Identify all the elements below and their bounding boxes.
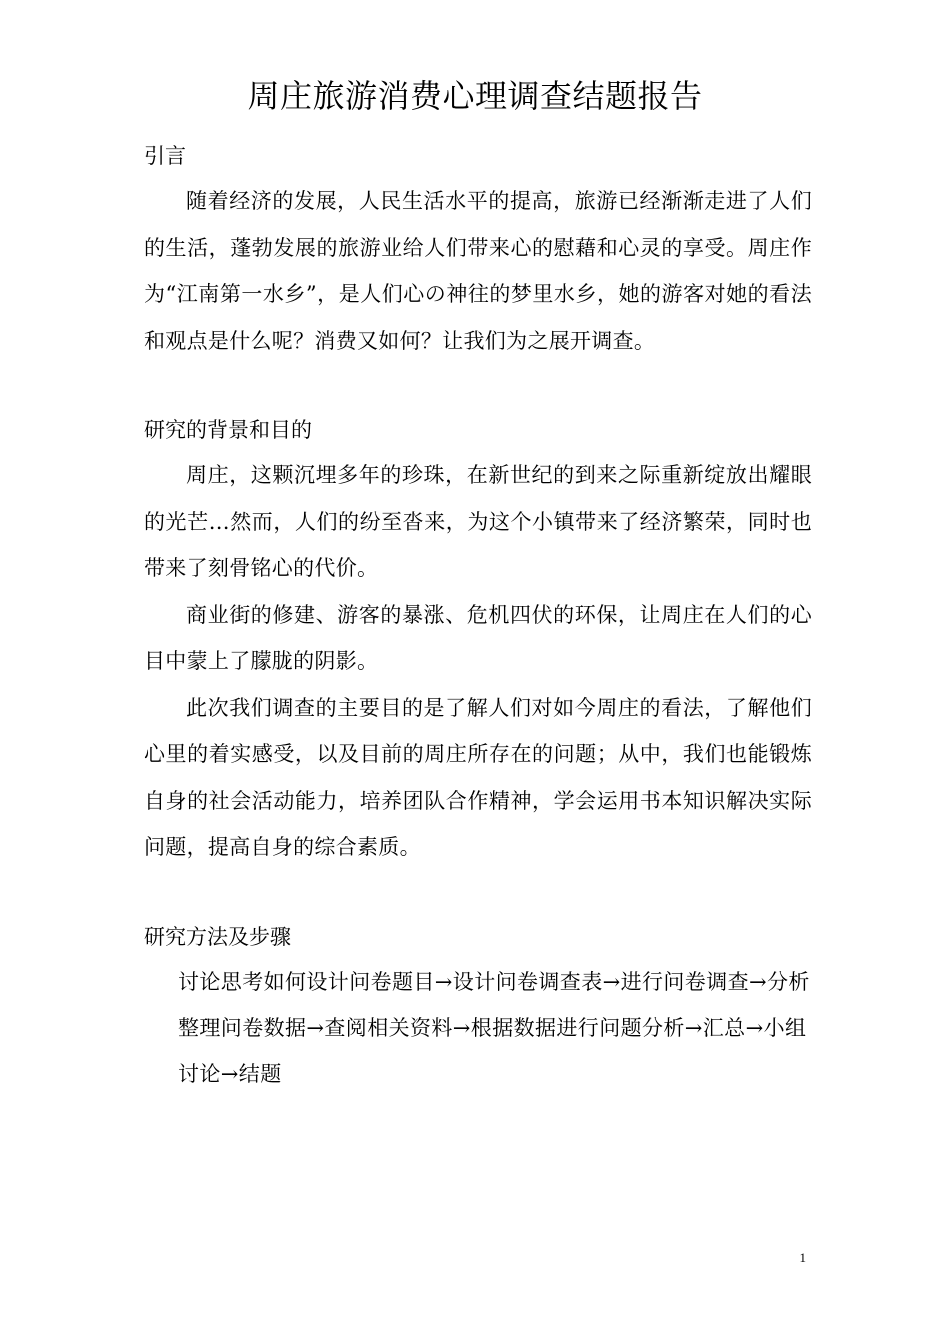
background-paragraph-2: 商业街的修建、游客的暴涨、危机四伏的环保，让周庄在人们的心目中蒙上了朦胧的阴影。 [144,602,812,673]
document-title: 周庄旅游消费心理调查结题报告 [247,77,703,115]
section-heading-background: 研究的背景和目的 [144,418,312,442]
page-number: 1 [799,1250,806,1265]
background-paragraph-1: 周庄，这颗沉埋多年的珍珠，在新世纪的到来之际重新绽放出耀眼的光芒…然而，人们的纷至沓来，为这个小镇带来了经济繁荣，同时也带来了刻骨铭心的代价。 [144,463,812,580]
background-paragraph-3: 此次我们调查的主要目的是了解人们对如今周庄的看法，了解他们心里的着实感受，以及目前的周庄所存在的问题；从中，我们也能锻炼自身的社会活动能力，培养团队合作精神，学会运用书本知识解决实际问题，提高自身的综合素质。 [144,695,812,859]
document-body [144,134,812,1097]
section-heading-method: 研究方法及步骤 [144,924,291,949]
section-heading-intro: 引言 [144,144,186,168]
intro-paragraph: 随着经济的发展，人民生活水平的提高，旅游已经渐渐走进了人们的生活，蓬勃发展的旅游业给人们带来心的慰藉和心灵的享受。周庄作为“江南第一水乡”，是人们心の神往的梦里水乡，她的游客对她的看法和观点是什么呢？消费又如何？让我们为之展开调查。 [144,189,812,353]
method-steps: 讨论思考如何设计问卷题目→设计问卷调查表→进行问卷调查→分析整理问卷数据→查阅相关资料→根据数据进行问题分析→汇总→小组讨论→结题 [178,969,810,1086]
